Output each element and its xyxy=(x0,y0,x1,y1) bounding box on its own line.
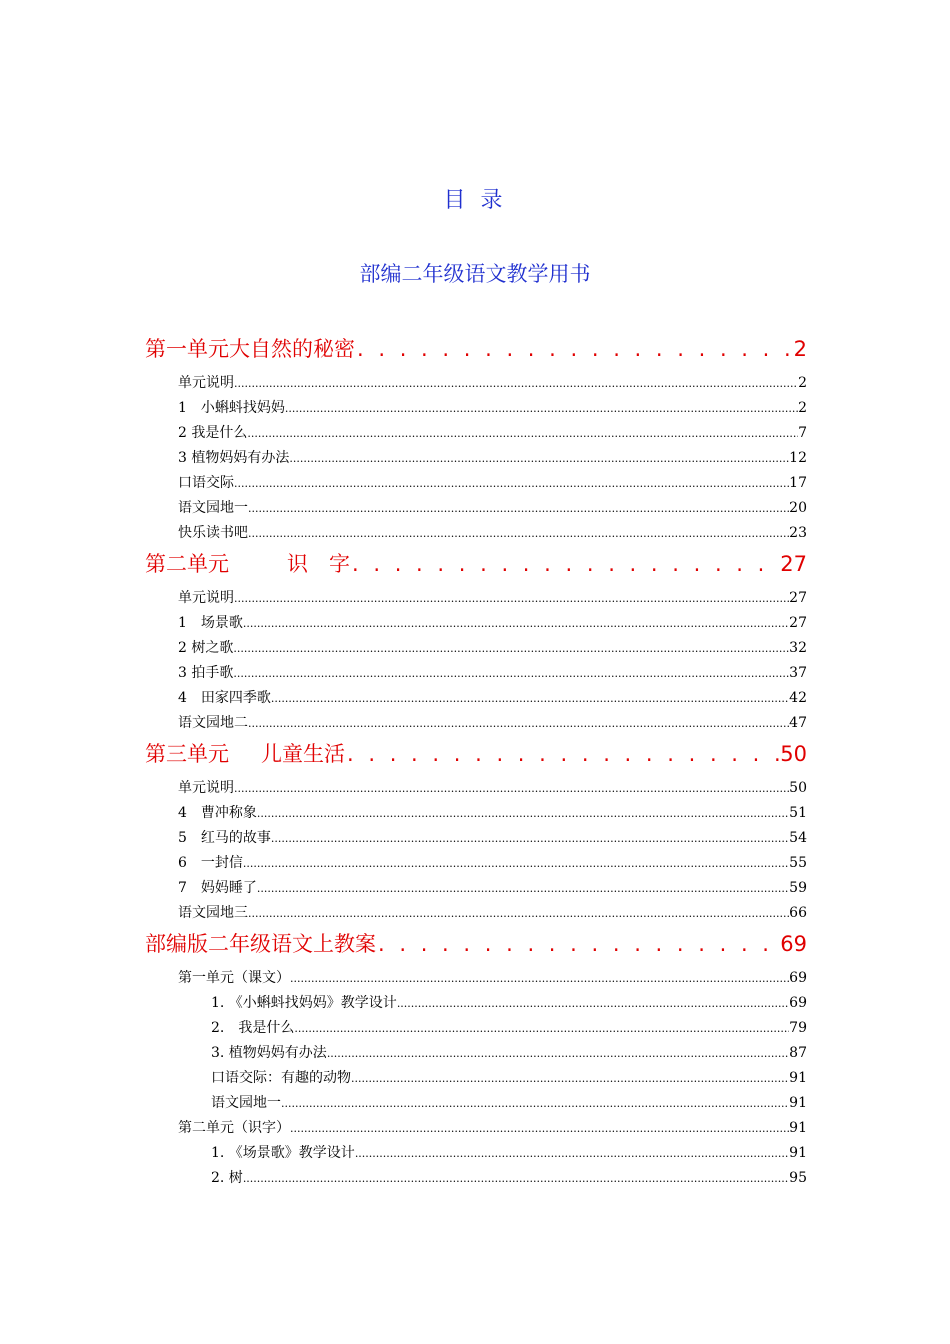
toc-entry[interactable] xyxy=(178,876,807,901)
toc-entry[interactable] xyxy=(178,521,807,546)
page-title: 目 录 xyxy=(443,188,507,213)
toc-chapter-4[interactable] xyxy=(145,926,807,966)
entry-label: 单元说明 xyxy=(178,590,234,606)
dot-leader xyxy=(257,801,789,826)
dot-leader xyxy=(397,991,789,1016)
page-number: 54 xyxy=(789,830,807,846)
toc-entry[interactable] xyxy=(178,901,807,926)
book-subtitle: 部编二年级语文教学用书 xyxy=(359,262,591,286)
dot-leader xyxy=(289,446,789,471)
entry-label: 4 曹冲称象 xyxy=(178,805,257,821)
dot-leader xyxy=(248,496,789,521)
page-number: 91 xyxy=(789,1145,807,1161)
page-number: 55 xyxy=(789,855,807,871)
page-number: 50 xyxy=(789,780,807,796)
page-number: 2 xyxy=(793,337,807,361)
dot-leader xyxy=(290,966,789,991)
dot-leader xyxy=(233,636,789,661)
toc-entry[interactable] xyxy=(178,711,807,736)
chapter-title: 部编版二年级语文上教案 xyxy=(145,932,376,956)
dot-leader xyxy=(327,1041,789,1066)
entry-label: 单元说明 xyxy=(178,780,234,796)
chapter-number: 第一单元 xyxy=(145,337,229,361)
entry-label: 语文园地一 xyxy=(211,1095,281,1111)
page-number: 27 xyxy=(780,552,807,576)
dot-leader xyxy=(294,1016,789,1041)
page-number: 79 xyxy=(789,1020,807,1036)
toc-entry[interactable] xyxy=(178,966,807,991)
dot-leader xyxy=(243,1166,789,1191)
entry-label: 语文园地二 xyxy=(178,715,248,731)
entry-label: 2 树之歌 xyxy=(178,640,234,656)
dot-leader xyxy=(271,826,789,851)
entry-label: 语文园地三 xyxy=(178,905,248,921)
toc-entry[interactable] xyxy=(178,396,807,421)
dot-leader xyxy=(257,876,789,901)
dot-leader xyxy=(243,851,789,876)
toc-entry[interactable] xyxy=(178,851,807,876)
entry-label: 快乐读书吧 xyxy=(178,525,248,541)
toc-entry[interactable] xyxy=(178,686,807,711)
entry-label: 4 田家四季歌 xyxy=(178,690,271,706)
dot-leader xyxy=(247,421,798,446)
dot-leader xyxy=(234,776,789,801)
toc-entry[interactable] xyxy=(178,446,807,471)
entry-label: 3 拍手歌 xyxy=(178,665,234,681)
page-number: 69 xyxy=(789,970,807,986)
dot-leader xyxy=(352,546,780,582)
dot-leader xyxy=(234,471,789,496)
entry-label: 1 小蝌蚪找妈妈 xyxy=(178,400,285,416)
page-number: 27 xyxy=(789,590,807,606)
page-number: 2 xyxy=(798,375,807,391)
page-number: 69 xyxy=(789,995,807,1011)
page-number: 66 xyxy=(789,905,807,921)
page-number: 59 xyxy=(789,880,807,896)
page-number: 37 xyxy=(789,665,807,681)
dot-leader xyxy=(233,661,789,686)
entry-label: 2. 树 xyxy=(211,1170,243,1186)
toc-chapter-1[interactable] xyxy=(145,331,807,371)
chapter-number: 第二单元 xyxy=(145,552,229,576)
toc-entry[interactable] xyxy=(178,636,807,661)
toc-chapter-3[interactable] xyxy=(145,736,807,776)
entry-label: 第二单元（识字） xyxy=(178,1120,290,1136)
dot-leader xyxy=(290,1116,789,1141)
page-number: 32 xyxy=(789,640,807,656)
dot-leader xyxy=(378,926,780,962)
dot-leader xyxy=(285,396,798,421)
dot-leader xyxy=(243,611,789,636)
page-number: 23 xyxy=(789,525,807,541)
entry-label: 语文园地一 xyxy=(178,500,248,516)
page-number: 7 xyxy=(798,425,807,441)
entry-label: 3 植物妈妈有办法 xyxy=(178,450,290,466)
page-number: 87 xyxy=(789,1045,807,1061)
chapter-title: 大自然的秘密 xyxy=(229,337,355,361)
dot-leader xyxy=(357,331,794,367)
toc-entry[interactable] xyxy=(178,826,807,851)
dot-leader xyxy=(234,371,798,396)
dot-leader xyxy=(271,686,789,711)
toc-subentry[interactable] xyxy=(211,1091,807,1116)
page-number: 20 xyxy=(789,500,807,516)
toc-entry[interactable] xyxy=(178,371,807,396)
page-number: 27 xyxy=(789,615,807,631)
toc-entry[interactable] xyxy=(178,471,807,496)
page-number: 91 xyxy=(789,1120,807,1136)
entry-label: 1 场景歌 xyxy=(178,615,243,631)
entry-label: 1. 《场景歌》教学设计 xyxy=(211,1145,355,1161)
toc-subentry[interactable] xyxy=(211,1041,807,1066)
entry-label: 1. 《小蝌蚪找妈妈》教学设计 xyxy=(211,995,397,1011)
entry-label: 7 妈妈睡了 xyxy=(178,880,257,896)
entry-label: 单元说明 xyxy=(178,375,234,391)
toc-entry[interactable] xyxy=(178,776,807,801)
toc-chapter-2[interactable] xyxy=(145,546,807,586)
toc-entry[interactable] xyxy=(178,421,807,446)
page-number: 91 xyxy=(789,1070,807,1086)
dot-leader xyxy=(248,521,789,546)
dot-leader xyxy=(234,586,789,611)
page-number: 2 xyxy=(798,400,807,416)
dot-leader xyxy=(355,1141,789,1166)
dot-leader xyxy=(248,711,789,736)
page-number: 69 xyxy=(780,932,807,956)
dot-leader xyxy=(351,1066,789,1091)
page-number: 47 xyxy=(789,715,807,731)
page-number: 17 xyxy=(789,475,807,491)
page-number: 95 xyxy=(789,1170,807,1186)
toc-entry[interactable] xyxy=(178,496,807,521)
page-number: 42 xyxy=(789,690,807,706)
entry-label: 第一单元（课文） xyxy=(178,970,290,986)
entry-label: 6 一封信 xyxy=(178,855,243,871)
toc-entry[interactable] xyxy=(178,801,807,826)
entry-label: 2. 我是什么 xyxy=(211,1020,295,1036)
toc-entry[interactable] xyxy=(178,661,807,686)
page-number: 12 xyxy=(789,450,807,466)
table-of-contents xyxy=(145,331,807,1191)
entry-label: 口语交际 xyxy=(178,475,234,491)
toc-entry[interactable] xyxy=(178,611,807,636)
toc-subentry[interactable] xyxy=(211,1166,807,1191)
entry-label: 2 我是什么 xyxy=(178,425,248,441)
page-number: 51 xyxy=(789,805,807,821)
chapter-title: 儿童生活 xyxy=(261,742,345,766)
page-number: 91 xyxy=(789,1095,807,1111)
dot-leader xyxy=(248,901,789,926)
page-number: 50 xyxy=(780,742,807,766)
toc-entry[interactable] xyxy=(178,586,807,611)
entry-label: 口语交际：有趣的动物 xyxy=(211,1070,351,1086)
chapter-number: 第三单元 xyxy=(145,742,229,766)
toc-subentry[interactable] xyxy=(211,1016,807,1041)
chapter-title: 识 字 xyxy=(287,552,350,576)
toc-subentry[interactable] xyxy=(211,991,807,1016)
toc-subentry[interactable] xyxy=(211,1066,807,1091)
entry-label: 5 红马的故事 xyxy=(178,830,271,846)
entry-label: 3. 植物妈妈有办法 xyxy=(211,1045,327,1061)
toc-entry[interactable] xyxy=(178,1116,807,1141)
dot-leader xyxy=(281,1091,789,1116)
dot-leader xyxy=(347,736,780,772)
toc-subentry[interactable] xyxy=(211,1141,807,1166)
